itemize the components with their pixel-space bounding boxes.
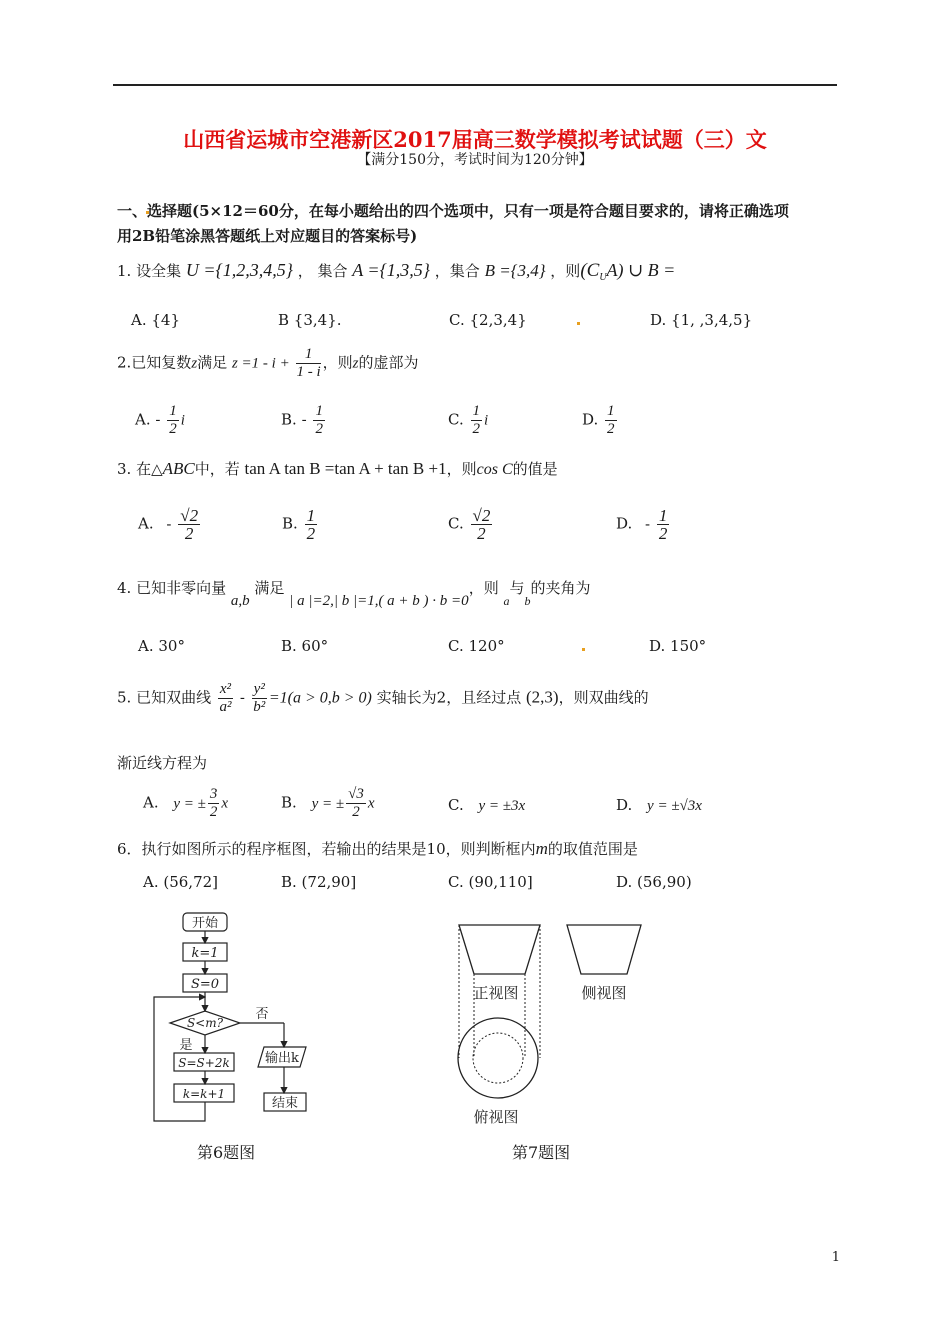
option-label: B. [282, 514, 298, 533]
q3-option-a [138, 507, 202, 542]
flowchart-no-label: 否 [255, 1007, 269, 1022]
option-label: B. [281, 793, 297, 812]
option-fraction [305, 507, 318, 542]
orange-mark [577, 322, 580, 325]
q5-minus: - [239, 688, 245, 707]
q6-option-b: B. (72,90] [281, 873, 357, 891]
q6-option-d: D. (56,90) [616, 873, 692, 891]
frac-num: 1 [169, 403, 177, 419]
frac-den: 2 [607, 421, 615, 437]
frac-num: y² [253, 681, 265, 697]
q3-condition: tan A tan B =tan A + tan B +1 [244, 459, 447, 478]
q1-option-d: D. {1, ,3,4,5} [650, 311, 753, 329]
option-pre: y = ± [311, 795, 345, 812]
top-view-inner-circle [473, 1033, 523, 1083]
option-fraction [346, 786, 366, 821]
q3-cos-c: cos C [476, 461, 513, 478]
flowchart-s-init-label: S=0 [190, 977, 220, 992]
q3-text-c: ，则 [446, 460, 477, 478]
flowchart-output-label: 输出k [265, 1051, 299, 1066]
option-pre: y = ±√3x [647, 798, 702, 814]
frac-num: 1 [315, 403, 323, 419]
question-1 [117, 260, 675, 283]
q4-option-d: D. 150° [649, 637, 707, 655]
option-suffix: i [484, 412, 489, 429]
q4-text-a: 4. 已知非零向量 [117, 579, 227, 597]
q5-frac-x [218, 681, 233, 716]
frac-den: 2 [477, 524, 486, 543]
q3-text-a: 3. 在△ [117, 460, 163, 478]
frac-den: a² [219, 699, 232, 715]
header-rule [113, 84, 837, 86]
option-label: B. [281, 410, 297, 429]
q5-text-c: ，则双曲线的 [558, 688, 649, 707]
question-2 [117, 346, 419, 381]
q4-text-c: ，则 [468, 579, 499, 597]
option-fraction [167, 403, 179, 438]
q4-vector-a: a [503, 594, 510, 608]
q2-text-a: 2.已知复数 [117, 353, 192, 372]
option-label: C. [448, 796, 464, 814]
q2-option-b [281, 403, 327, 438]
q1-union-expr: A) ∪ B = [606, 260, 676, 280]
q1-set-b: B ={3,4} [484, 261, 546, 280]
q4-text-e: 的夹角为 [530, 579, 591, 597]
document-subtitle: 【满分150分，考试时间为120分钟】 [357, 152, 593, 168]
option-fraction [313, 403, 325, 438]
frac-num: √2 [180, 506, 199, 525]
q2-option-c [448, 403, 488, 438]
q2-frac-den: 1 - i [296, 364, 321, 380]
q5-option-a [143, 786, 228, 821]
option-sign: - [155, 410, 161, 429]
flowchart-update-s-label: S=S+2k [178, 1056, 230, 1070]
q4-option-c: C. 120° [448, 637, 505, 655]
option-pre: y = ±3x [478, 798, 526, 814]
q2-fraction [296, 346, 320, 381]
orange-mark [582, 648, 585, 651]
q1-universal-set: U ={1,2,3,4,5} [185, 260, 293, 280]
option-post: x [221, 795, 229, 812]
frac-den: 2 [209, 804, 218, 820]
q5-text-b: 实轴长为2，且经过点 [376, 688, 522, 707]
top-view-label: 俯视图 [473, 1108, 519, 1126]
question-4 [117, 577, 591, 609]
option-suffix: i [180, 412, 185, 429]
option-label: A. [143, 793, 159, 812]
frac-num: √3 [348, 786, 364, 802]
frac-num: x² [219, 681, 232, 697]
q6-option-a: A. (56,72] [143, 873, 219, 891]
frac-den: 2 [306, 524, 316, 543]
flowchart-k-init-label: k=1 [191, 946, 219, 961]
option-label: A. [135, 410, 151, 429]
option-label: C. [448, 410, 464, 429]
q4-vectors: a,b [230, 593, 250, 609]
option-sign: - [645, 514, 651, 533]
q1-text-b: ， 集合 [297, 262, 348, 280]
q6-option-c: C. (90,110] [448, 873, 533, 891]
q6-text-a: 6．执行如图所示的程序框图，若输出的结果是10，则判断框内 [117, 840, 536, 858]
q5-option-c [448, 796, 525, 815]
option-fraction [471, 507, 493, 542]
q2-frac-num: 1 [296, 346, 320, 364]
top-view-outer-circle [458, 1018, 538, 1098]
flowchart-condition-label: S<m? [186, 1016, 224, 1030]
question-5 [117, 681, 649, 716]
q1-complement: (C [580, 260, 600, 281]
q5-line2: 渐近线方程为 [117, 754, 208, 772]
q5-option-d [616, 796, 702, 815]
flowchart-update-k-label: k=k+1 [182, 1087, 226, 1101]
frac-den: 2 [184, 524, 194, 543]
front-view-shape [459, 925, 540, 974]
q3-text-b: 中，若 [194, 460, 240, 478]
q1-option-c: C. {2,3,4} [449, 311, 527, 329]
q3-option-b [282, 507, 319, 542]
frac-den: 2 [658, 524, 668, 543]
q5-text-a: 5. 已知双曲线 [117, 688, 212, 707]
q2-text-b: 满足 [197, 353, 228, 372]
q2-text-d: 的虚部为 [358, 353, 419, 372]
q5-equation-tail: =1(a > 0,b > 0) [268, 689, 372, 707]
frac-num: 1 [607, 403, 615, 419]
frac-num: 1 [472, 403, 480, 419]
frac-num: 1 [658, 506, 668, 525]
option-post: x [367, 795, 375, 812]
option-fraction [471, 403, 483, 438]
option-sign: - [301, 410, 307, 429]
q2-equation: z =1 - i + [231, 355, 290, 372]
q4-text-d: 与 [509, 579, 525, 597]
frac-num: 1 [306, 506, 316, 525]
side-view-label: 侧视图 [581, 984, 627, 1002]
flowchart-end-label: 结束 [271, 1096, 299, 1111]
q1-option-b: B {3,4}. [278, 311, 342, 329]
flowchart-yes-label: 是 [179, 1038, 193, 1053]
q4-vector-b: b [524, 594, 531, 608]
figure-7-caption: 第7题图 [512, 1143, 571, 1162]
q3-option-c [448, 507, 494, 542]
q2-var: z [352, 355, 359, 372]
frac-den: 2 [169, 421, 177, 437]
option-fraction [178, 507, 200, 542]
section-heading-line2: 用2B铅笔涂黑答题纸上对应题目的答案标号) [117, 227, 418, 245]
q2-text-c: ，则 [322, 353, 353, 372]
option-pre: y = ± [173, 795, 206, 812]
option-label: A. [138, 514, 154, 533]
q2-var: z [191, 355, 198, 372]
q2-option-a [135, 403, 185, 438]
q2-option-d [582, 403, 619, 438]
option-label: C. [448, 514, 464, 533]
q5-option-b [281, 786, 375, 821]
q1-set-a: A ={1,3,5} [352, 260, 430, 280]
frac-num: √2 [472, 506, 491, 525]
question-3 [117, 458, 558, 479]
flowchart-start-label: 开始 [191, 916, 219, 931]
q4-condition: | a |=2,| b |=1,( a + b ) · b =0 [289, 593, 469, 609]
q1-complement-subscript: U [599, 272, 607, 283]
q4-option-b: B. 60° [281, 637, 329, 655]
frac-den: 2 [315, 421, 323, 437]
option-label: D. [616, 796, 633, 814]
q3-triangle: ABC [162, 459, 195, 478]
option-fraction [208, 786, 220, 821]
q3-text-d: 的值是 [512, 460, 558, 478]
q5-frac-y [252, 681, 267, 716]
three-view-diagram [440, 910, 660, 1135]
q1-text-c: ，集合 [434, 262, 480, 280]
q5-point: (2,3) [525, 687, 559, 707]
q4-option-a: A. 30° [138, 637, 185, 655]
q4-text-b: 满足 [254, 579, 285, 597]
side-view-shape [567, 925, 641, 974]
option-fraction [657, 507, 670, 542]
flowchart-diagram [140, 905, 340, 1137]
figure-6-caption: 第6题图 [197, 1143, 256, 1162]
frac-den: b² [253, 699, 266, 715]
frac-den: 2 [352, 804, 360, 820]
option-label: D. [582, 410, 599, 429]
q6-text-b: 的取值范围是 [547, 840, 638, 858]
q1-text-d: ，则 [550, 262, 581, 280]
q1-option-a: A. {4} [131, 311, 180, 329]
option-sign: - [166, 514, 172, 533]
frac-den: 2 [472, 421, 480, 437]
q3-option-d [616, 507, 671, 542]
q1-text-a: 1. 设全集 [117, 262, 182, 280]
section-heading-line1: 一、选择题(5×12＝60分，在每小题给出的四个选项中，只有一项是符合题目要求的，请将正确选项 [117, 202, 789, 220]
q6-var-m: m [535, 839, 548, 858]
option-fraction [605, 403, 617, 438]
document-title: 山西省运城市空港新区2017届高三数学模拟考试试题（三）文 [183, 127, 767, 152]
option-label: D. [616, 514, 633, 533]
frac-num: 3 [209, 786, 218, 802]
front-view-label: 正视图 [473, 984, 519, 1002]
question-6 [117, 838, 638, 859]
page-number: 1 [831, 1250, 840, 1265]
